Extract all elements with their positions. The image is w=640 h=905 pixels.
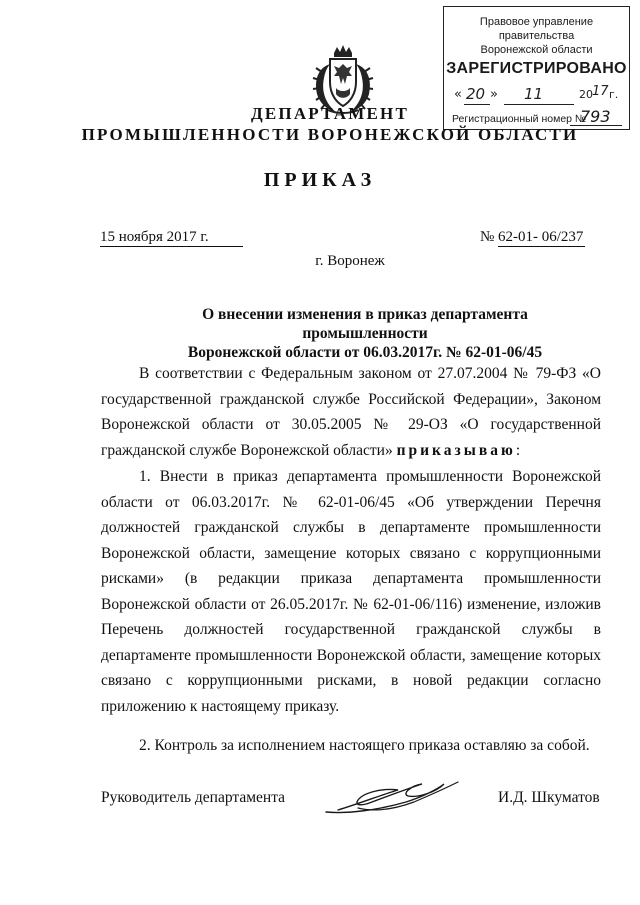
order-number-underline [498,246,585,247]
order-number: 62-01- 06/237 [498,229,584,245]
stamp-regnum-value: 793 [580,107,611,126]
preamble-colon: : [515,441,521,459]
document-type-heading: ПРИКАЗ [263,169,377,191]
order-subject [140,305,590,362]
stamp-date-year-suffix: г. [609,88,619,101]
order-date: 15 ноября 2017 г. [100,229,209,245]
preamble-paragraph [101,361,601,463]
order-number-label: № [480,229,495,245]
stamp-organization [444,15,629,57]
stamp-date-open-quote: « [454,87,462,102]
signatory-title: Руководитель департамента [101,789,286,806]
order-directive: приказываю [396,441,516,459]
stamp-date-close-quote: » [490,87,498,102]
stamp-org-line2: Воронежской области [480,44,593,56]
department-title-line1: ДЕПАРТАМЕНТ [250,104,410,123]
stamp-date-month: 11 [524,85,544,103]
stamp-org-line1: Правовое управление правительства [479,16,594,42]
preamble-text: В соответствии с Федеральным законом от 27.07.2004 № 79-ФЗ «О государственной гражданской службе Российской Федерации», Законом Воронежской области от 30.05.2005 № 29-ОЗ «О государственной гражданской службе Воронежской области» [101,365,601,459]
stamp-date-year-prefix: 20 [579,88,593,101]
handwritten-signature [318,772,468,822]
order-item-1: 1. Внести в приказ департамента промышленности Воронежской области от 06.03.2017г. № 62-01-06/45 «Об утверждении Перечня должностей гражданской службы в департаменте промышленности Воронежской области, замещение которых связано с коррупционными рисками» (в редакции приказа департамента промышленности Воронежской области от 26.05.2017г. № 62-01-06/116) изменение, изложив Перечень должностей государственной гражданской службы в департаменте промышленности Воронежской области, замещение которых связано с коррупционными рисками, в новой редакции согласно приложению к настоящему приказу. [101,468,601,715]
order-subject-line2: Воронежской области от 06.03.2017г. № 62-01-06/45 [187,344,543,361]
department-title-line2: ПРОМЫШЛЕННОСТИ ВОРОНЕЖСКОЙ ОБЛАСТИ [81,125,579,144]
issue-city: г. Воронеж [315,253,385,269]
order-date-underline [100,246,243,247]
signatory-name: И.Д. Шкуматов [498,789,600,806]
order-item-2: 2. Контроль за исполнением настоящего приказа оставляю за собой. [139,737,590,754]
stamp-registered-label: ЗАРЕГИСТРИРОВАНО [446,60,627,77]
stamp-date-year: 17 [592,84,609,99]
stamp-regnum-label: Регистрационный номер № [452,113,587,125]
order-subject-line1: О внесении изменения в приказ департамента промышленности [202,306,528,342]
stamp-date-day: 20 [466,85,486,103]
